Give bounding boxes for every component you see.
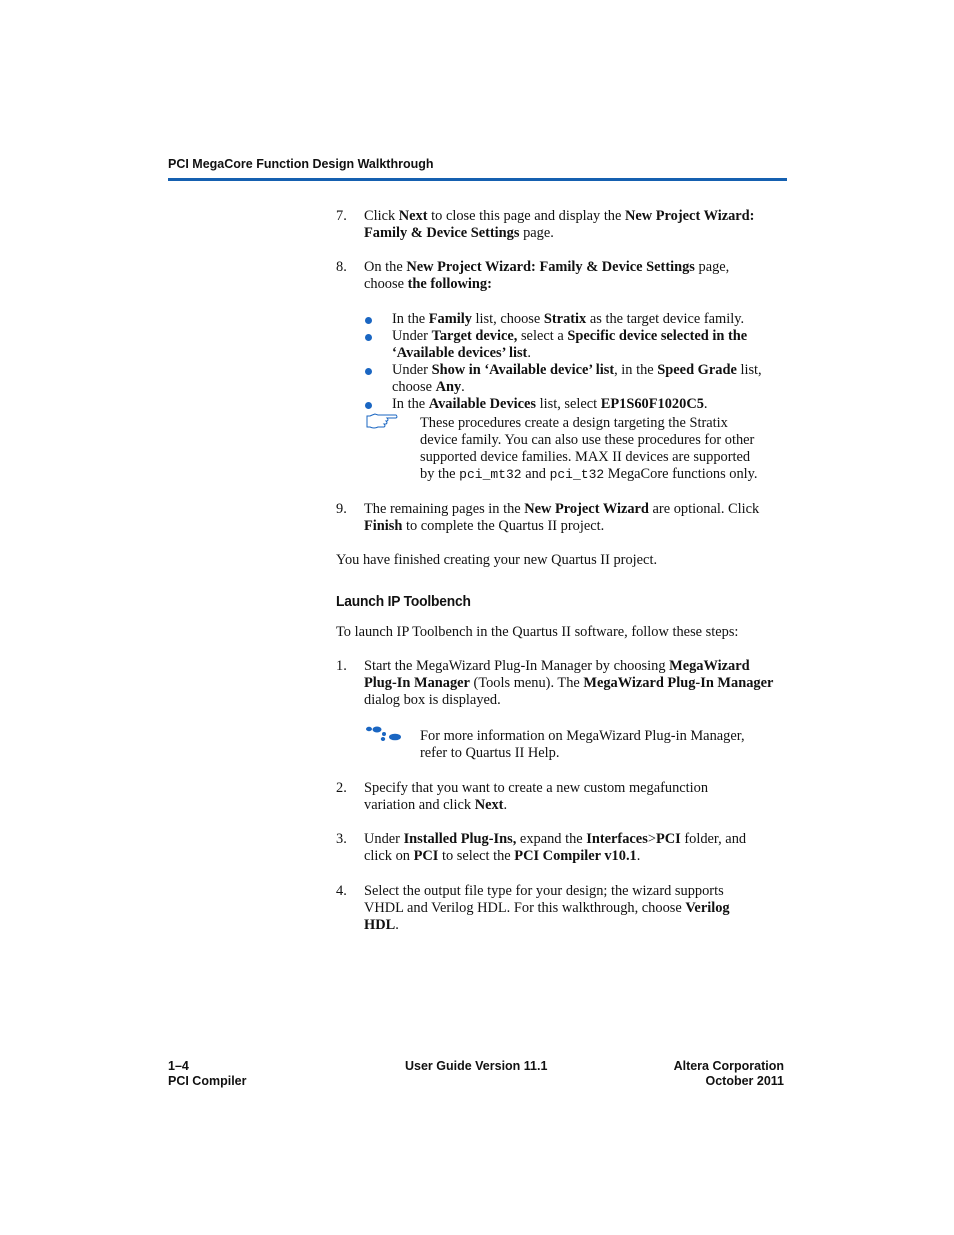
product-name: PCI Compiler — [168, 1074, 247, 1088]
bullet-icon — [365, 402, 372, 409]
bullet-icon — [365, 368, 372, 375]
step-number: 4. — [336, 883, 347, 899]
bullet-icon — [365, 317, 372, 324]
note-more-info: For more information on MegaWizard Plug-in Manager, refer to Quartus II Help. — [420, 728, 745, 761]
header-rule — [168, 178, 787, 181]
company-name: Altera Corporation — [673, 1059, 784, 1073]
footer-right — [674, 1059, 784, 1089]
bullet-target-device: Under Target device, select a Specific device selected in the ‘Available devices’ list. — [392, 328, 748, 361]
launch-step-4-text: Select the output file type for your design; the wizard supports VHDL and Verilog HDL. For this walkthrough, choose Verilog HDL. — [364, 883, 730, 933]
pointing-hand-icon — [366, 413, 398, 431]
bullet-family: In the Family list, choose Stratix as the target device family. — [392, 311, 745, 327]
footer-left — [168, 1059, 247, 1089]
footer-center: User Guide Version 11.1 — [405, 1059, 548, 1073]
bullet-icon — [365, 334, 372, 341]
step-number: 8. — [336, 259, 347, 275]
step-number: 1. — [336, 658, 347, 674]
publication-date: October 2011 — [705, 1074, 784, 1088]
page-number: 1–4 — [168, 1059, 189, 1073]
step-8-text: On the New Project Wizard: Family & Device Settings page, choose the following: — [364, 259, 730, 292]
section-intro: To launch IP Toolbench in the Quartus II software, follow these steps: — [336, 624, 739, 640]
launch-step-2-text: Specify that you want to create a new custom megafunction variation and click Next. — [364, 780, 709, 813]
step-number: 9. — [336, 501, 347, 517]
footprints-icon — [364, 725, 404, 743]
step-number: 2. — [336, 780, 347, 796]
running-header: PCI MegaCore Function Design Walkthrough — [168, 157, 434, 171]
bullet-available-devices: In the Available Devices list, select EP1S60F1020C5. — [392, 396, 708, 412]
section-heading: Launch IP Toolbench — [336, 593, 471, 610]
step-9-text: The remaining pages in the New Project Wizard are optional. Click Finish to complete the Quartus II project. — [364, 501, 760, 534]
step-7-text: Click Next to close this page and display the New Project Wizard: Family & Device Settings page. — [364, 208, 755, 241]
launch-step-1-text: Start the MegaWizard Plug-In Manager by choosing MegaWizard Plug-In Manager (Tools menu). The MegaWizard Plug-In Manager dialog box is displayed. — [364, 658, 774, 708]
launch-step-3-text: Under Installed Plug-Ins, expand the Interfaces>PCI folder, and click on PCI to select the PCI Compiler v10.1. — [364, 831, 747, 864]
note-stratix: These procedures create a design targeting the Stratix device family. You can also use these procedures for other supported device families. MAX II devices are supported by the pci_mt32 and pci_t32 MegaCore functions only. — [420, 415, 758, 482]
step-number: 7. — [336, 208, 347, 224]
finished-paragraph: You have finished creating your new Quartus II project. — [336, 552, 658, 568]
step-number: 3. — [336, 831, 347, 847]
bullet-speed-grade: Under Show in ‘Available device’ list, in the Speed Grade list, choose Any. — [392, 362, 762, 395]
